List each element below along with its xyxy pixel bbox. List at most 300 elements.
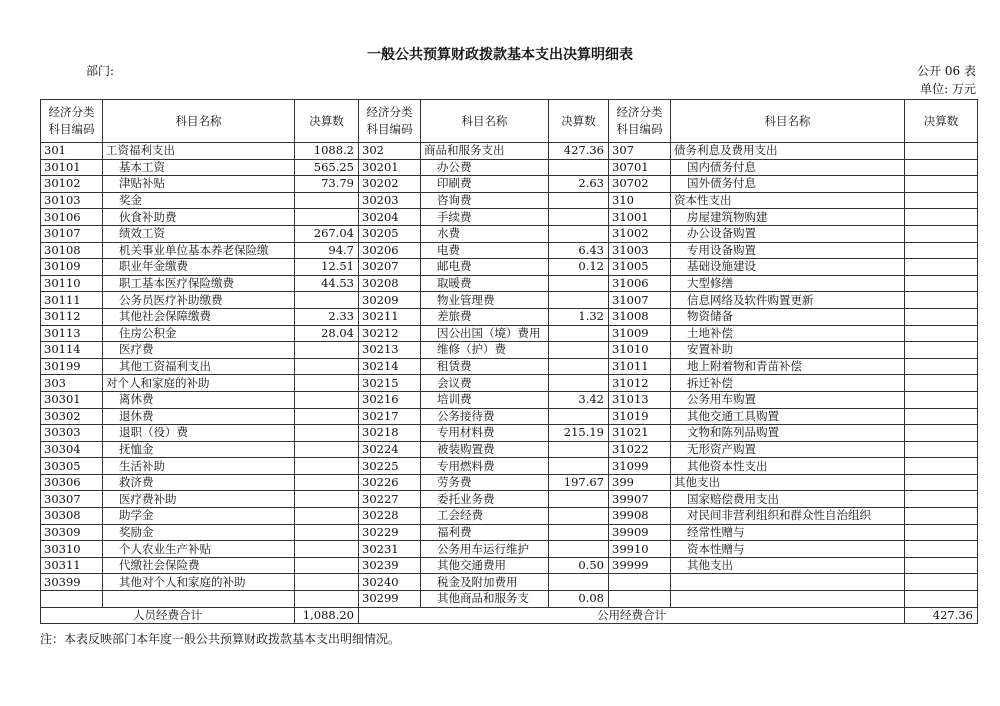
cell-name: 经常性赠与 — [671, 524, 905, 541]
cell-code: 30399 — [41, 574, 103, 591]
cell-amount: 0.12 — [549, 259, 609, 276]
cell-code: 30231 — [359, 541, 421, 558]
cell-code: 30227 — [359, 491, 421, 508]
cell-code: 30306 — [41, 474, 103, 491]
cell-name: 被装购置费 — [421, 441, 549, 458]
cell-amount — [295, 508, 359, 525]
expenditure-table — [40, 99, 978, 624]
cell-amount — [549, 209, 609, 226]
cell-name: 劳务费 — [421, 474, 549, 491]
cell-amount: 6.43 — [549, 242, 609, 259]
cell-amount: 73.79 — [295, 176, 359, 193]
cell-amount — [905, 192, 978, 209]
cell-amount — [295, 458, 359, 475]
cell-name — [103, 591, 295, 608]
cell-amount — [295, 425, 359, 442]
cell-code: 30113 — [41, 325, 103, 342]
cell-amount — [905, 491, 978, 508]
cell-code: 30111 — [41, 292, 103, 309]
cell-code: 30202 — [359, 176, 421, 193]
cell-code: 30208 — [359, 275, 421, 292]
cell-code: 302 — [359, 143, 421, 160]
cell-amount — [295, 342, 359, 359]
department-label: 部门: — [86, 64, 115, 78]
cell-name: 对民间非营利组织和群众性自治组织 — [671, 508, 905, 525]
table-row — [41, 358, 978, 375]
cell-name: 退休费 — [103, 408, 295, 425]
cell-code: 30224 — [359, 441, 421, 458]
cell-code: 30308 — [41, 508, 103, 525]
cell-name: 维修（护）费 — [421, 342, 549, 359]
cell-name: 代缴社会保险费 — [103, 557, 295, 574]
cell-name: 安置补助 — [671, 342, 905, 359]
cell-amount: 3.42 — [549, 391, 609, 408]
table-row — [41, 508, 978, 525]
header-name: 科目名称 — [671, 100, 905, 143]
cell-amount — [905, 508, 978, 525]
table-row — [41, 541, 978, 558]
cell-code: 31005 — [609, 259, 671, 276]
cell-amount — [905, 159, 978, 176]
cell-code: 31003 — [609, 242, 671, 259]
cell-code: 30106 — [41, 209, 103, 226]
cell-code: 30217 — [359, 408, 421, 425]
cell-name: 债务利息及费用支出 — [671, 143, 905, 160]
cell-amount — [549, 192, 609, 209]
cell-amount — [295, 557, 359, 574]
cell-name: 奖金 — [103, 192, 295, 209]
cell-name: 奖励金 — [103, 524, 295, 541]
cell-amount — [905, 458, 978, 475]
cell-name — [671, 591, 905, 608]
cell-code: 301 — [41, 143, 103, 160]
cell-code: 30299 — [359, 591, 421, 608]
cell-code: 30215 — [359, 375, 421, 392]
cell-code: 30203 — [359, 192, 421, 209]
header-row — [41, 100, 978, 143]
cell-name: 专用燃料费 — [421, 458, 549, 475]
cell-amount — [905, 524, 978, 541]
footnote: 注：本表反映部门本年度一般公共预算财政拨款基本支出明细情况。 — [40, 632, 401, 646]
cell-code: 30199 — [41, 358, 103, 375]
cell-name: 委托业务费 — [421, 491, 549, 508]
cell-amount — [905, 425, 978, 442]
cell-code: 30303 — [41, 425, 103, 442]
cell-amount — [905, 574, 978, 591]
cell-amount — [905, 474, 978, 491]
cell-code — [609, 591, 671, 608]
cell-code: 30212 — [359, 325, 421, 342]
cell-code: 31009 — [609, 325, 671, 342]
cell-name: 税金及附加费用 — [421, 574, 549, 591]
cell-amount — [905, 408, 978, 425]
cell-name: 其他工资福利支出 — [103, 358, 295, 375]
cell-code: 30103 — [41, 192, 103, 209]
cell-code: 30218 — [359, 425, 421, 442]
cell-amount: 267.04 — [295, 225, 359, 242]
cell-code: 31019 — [609, 408, 671, 425]
cell-name: 工资福利支出 — [103, 143, 295, 160]
table-row — [41, 425, 978, 442]
table-body — [41, 143, 978, 608]
cell-name: 因公出国（境）费用 — [421, 325, 549, 342]
cell-amount — [905, 209, 978, 226]
cell-name: 绩效工资 — [103, 225, 295, 242]
cell-amount — [905, 325, 978, 342]
cell-code: 30206 — [359, 242, 421, 259]
cell-amount: 0.08 — [549, 591, 609, 608]
cell-amount: 28.04 — [295, 325, 359, 342]
cell-code: 30201 — [359, 159, 421, 176]
cell-name: 助学金 — [103, 508, 295, 525]
cell-code: 31006 — [609, 275, 671, 292]
header-name: 科目名称 — [103, 100, 295, 143]
cell-name: 培训费 — [421, 391, 549, 408]
cell-name: 无形资产购置 — [671, 441, 905, 458]
table-row — [41, 143, 978, 160]
cell-code: 30226 — [359, 474, 421, 491]
cell-code: 30114 — [41, 342, 103, 359]
cell-code: 303 — [41, 375, 103, 392]
cell-name: 公务用车购置 — [671, 391, 905, 408]
cell-name: 福利费 — [421, 524, 549, 541]
cell-code: 30214 — [359, 358, 421, 375]
header-name: 科目名称 — [421, 100, 549, 143]
table-row — [41, 491, 978, 508]
cell-amount — [905, 591, 978, 608]
cell-name: 印刷费 — [421, 176, 549, 193]
table-row — [41, 209, 978, 226]
cell-amount — [295, 358, 359, 375]
cell-code: 30302 — [41, 408, 103, 425]
cell-amount — [905, 358, 978, 375]
cell-amount — [905, 375, 978, 392]
table-row — [41, 342, 978, 359]
header-amount: 决算数 — [295, 100, 359, 143]
cell-amount — [549, 408, 609, 425]
cell-code: 31013 — [609, 391, 671, 408]
cell-name: 电费 — [421, 242, 549, 259]
cell-name: 国外债务付息 — [671, 176, 905, 193]
cell-code: 39909 — [609, 524, 671, 541]
form-number: 公开 06 表 — [917, 64, 976, 78]
cell-amount — [295, 491, 359, 508]
header-amount: 决算数 — [549, 100, 609, 143]
cell-amount — [905, 143, 978, 160]
cell-name: 公务用车运行维护 — [421, 541, 549, 558]
cell-amount — [549, 441, 609, 458]
cell-amount — [295, 474, 359, 491]
cell-name: 国内债务付息 — [671, 159, 905, 176]
table-row — [41, 441, 978, 458]
cell-name: 职业年金缴费 — [103, 259, 295, 276]
unit-label: 单位: 万元 — [920, 82, 976, 96]
cell-code: 30309 — [41, 524, 103, 541]
cell-name: 水费 — [421, 225, 549, 242]
cell-name: 地上附着物和青苗补偿 — [671, 358, 905, 375]
cell-name: 津贴补贴 — [103, 176, 295, 193]
cell-code: 30701 — [609, 159, 671, 176]
cell-code — [41, 591, 103, 608]
cell-name: 其他商品和服务支 — [421, 591, 549, 608]
cell-name: 其他支出 — [671, 474, 905, 491]
cell-amount — [549, 508, 609, 525]
cell-name: 咨询费 — [421, 192, 549, 209]
cell-name: 其他交通工具购置 — [671, 408, 905, 425]
table-row — [41, 557, 978, 574]
cell-amount — [295, 375, 359, 392]
cell-amount — [905, 441, 978, 458]
table-row — [41, 308, 978, 325]
cell-code: 30228 — [359, 508, 421, 525]
cell-code: 31001 — [609, 209, 671, 226]
cell-code: 307 — [609, 143, 671, 160]
cell-amount — [549, 275, 609, 292]
cell-name: 工会经费 — [421, 508, 549, 525]
cell-name: 办公费 — [421, 159, 549, 176]
cell-amount — [549, 292, 609, 309]
cell-code: 39910 — [609, 541, 671, 558]
cell-code: 30301 — [41, 391, 103, 408]
cell-code: 30239 — [359, 557, 421, 574]
cell-code: 31002 — [609, 225, 671, 242]
personnel-total-label: 人员经费合计 — [41, 607, 295, 624]
cell-name: 退职（役）费 — [103, 425, 295, 442]
cell-code: 30225 — [359, 458, 421, 475]
cell-amount — [549, 342, 609, 359]
cell-amount — [549, 358, 609, 375]
cell-name: 救济费 — [103, 474, 295, 491]
cell-amount: 2.33 — [295, 308, 359, 325]
cell-code: 31010 — [609, 342, 671, 359]
cell-amount — [295, 192, 359, 209]
cell-code: 30101 — [41, 159, 103, 176]
cell-amount — [295, 408, 359, 425]
table-row — [41, 591, 978, 608]
cell-name: 资本性赠与 — [671, 541, 905, 558]
cell-amount — [905, 541, 978, 558]
cell-code: 31099 — [609, 458, 671, 475]
cell-amount — [905, 342, 978, 359]
cell-code: 30112 — [41, 308, 103, 325]
cell-code: 31022 — [609, 441, 671, 458]
cell-name: 其他社会保障缴费 — [103, 308, 295, 325]
cell-amount: 44.53 — [295, 275, 359, 292]
cell-code: 310 — [609, 192, 671, 209]
table-row — [41, 391, 978, 408]
cell-name: 拆迁补偿 — [671, 375, 905, 392]
cell-amount: 94.7 — [295, 242, 359, 259]
cell-code: 39908 — [609, 508, 671, 525]
cell-amount — [549, 574, 609, 591]
cell-name: 房屋建筑物购建 — [671, 209, 905, 226]
cell-code: 30204 — [359, 209, 421, 226]
cell-name: 专用设备购置 — [671, 242, 905, 259]
cell-amount — [905, 391, 978, 408]
cell-code: 30211 — [359, 308, 421, 325]
cell-amount — [905, 242, 978, 259]
cell-name: 离休费 — [103, 391, 295, 408]
table-row — [41, 192, 978, 209]
cell-code: 39999 — [609, 557, 671, 574]
table-row — [41, 408, 978, 425]
cell-code: 30102 — [41, 176, 103, 193]
table-row — [41, 325, 978, 342]
cell-name: 其他支出 — [671, 557, 905, 574]
cell-name: 公务员医疗补助缴费 — [103, 292, 295, 309]
public-total-value: 427.36 — [905, 607, 978, 624]
cell-amount: 2.63 — [549, 176, 609, 193]
cell-amount — [905, 557, 978, 574]
cell-name: 专用材料费 — [421, 425, 549, 442]
cell-code — [609, 574, 671, 591]
totals-row — [41, 607, 978, 624]
table-row — [41, 275, 978, 292]
cell-code: 30240 — [359, 574, 421, 591]
table-row — [41, 242, 978, 259]
cell-name: 机关事业单位基本养老保险缴 — [103, 242, 295, 259]
table-row — [41, 458, 978, 475]
cell-amount: 197.67 — [549, 474, 609, 491]
cell-code: 30229 — [359, 524, 421, 541]
cell-amount: 1.32 — [549, 308, 609, 325]
cell-code: 399 — [609, 474, 671, 491]
cell-amount: 12.51 — [295, 259, 359, 276]
cell-code: 30107 — [41, 225, 103, 242]
table-row — [41, 259, 978, 276]
cell-amount: 427.36 — [549, 143, 609, 160]
cell-name: 生活补助 — [103, 458, 295, 475]
table-row — [41, 159, 978, 176]
cell-code: 30207 — [359, 259, 421, 276]
cell-code: 30205 — [359, 225, 421, 242]
cell-amount — [549, 524, 609, 541]
public-total-label: 公用经费合计 — [359, 607, 905, 624]
cell-amount — [549, 541, 609, 558]
cell-code: 30310 — [41, 541, 103, 558]
cell-amount: 0.50 — [549, 557, 609, 574]
cell-amount — [295, 574, 359, 591]
cell-name: 文物和陈列品购置 — [671, 425, 905, 442]
cell-code: 30305 — [41, 458, 103, 475]
table-row — [41, 375, 978, 392]
cell-name — [671, 574, 905, 591]
cell-amount — [549, 225, 609, 242]
cell-name: 其他对个人和家庭的补助 — [103, 574, 295, 591]
cell-amount — [905, 308, 978, 325]
cell-name: 基础设施建设 — [671, 259, 905, 276]
cell-name: 对个人和家庭的补助 — [103, 375, 295, 392]
header-code: 经济分类科目编码 — [359, 100, 421, 143]
cell-code: 39907 — [609, 491, 671, 508]
cell-name: 其他交通费用 — [421, 557, 549, 574]
cell-name: 物资储备 — [671, 308, 905, 325]
cell-name: 其他资本性支出 — [671, 458, 905, 475]
cell-amount: 215.19 — [549, 425, 609, 442]
cell-name: 基本工资 — [103, 159, 295, 176]
cell-name: 办公设备购置 — [671, 225, 905, 242]
cell-name: 医疗费 — [103, 342, 295, 359]
cell-code: 30110 — [41, 275, 103, 292]
cell-name: 公务接待费 — [421, 408, 549, 425]
cell-amount — [295, 292, 359, 309]
cell-amount — [295, 391, 359, 408]
table-row — [41, 225, 978, 242]
cell-amount — [295, 591, 359, 608]
cell-code: 30108 — [41, 242, 103, 259]
cell-code: 31012 — [609, 375, 671, 392]
cell-code: 30702 — [609, 176, 671, 193]
cell-amount — [549, 491, 609, 508]
cell-name: 商品和服务支出 — [421, 143, 549, 160]
cell-code: 31008 — [609, 308, 671, 325]
cell-amount — [295, 524, 359, 541]
cell-name: 大型修缮 — [671, 275, 905, 292]
table-row — [41, 574, 978, 591]
cell-code: 30213 — [359, 342, 421, 359]
cell-name: 会议费 — [421, 375, 549, 392]
header-amount: 决算数 — [905, 100, 978, 143]
cell-amount — [549, 458, 609, 475]
cell-name: 邮电费 — [421, 259, 549, 276]
cell-name: 资本性支出 — [671, 192, 905, 209]
header-code: 经济分类科目编码 — [609, 100, 671, 143]
cell-amount — [905, 275, 978, 292]
cell-code: 30209 — [359, 292, 421, 309]
cell-code: 30311 — [41, 557, 103, 574]
cell-amount — [549, 375, 609, 392]
personnel-total-value: 1,088.20 — [295, 607, 359, 624]
cell-name: 取暖费 — [421, 275, 549, 292]
cell-name: 抚恤金 — [103, 441, 295, 458]
cell-code: 31021 — [609, 425, 671, 442]
cell-name: 手续费 — [421, 209, 549, 226]
header-code: 经济分类科目编码 — [41, 100, 103, 143]
cell-name: 物业管理费 — [421, 292, 549, 309]
cell-amount — [905, 292, 978, 309]
cell-name: 土地补偿 — [671, 325, 905, 342]
cell-amount — [905, 225, 978, 242]
cell-name: 国家赔偿费用支出 — [671, 491, 905, 508]
cell-amount — [295, 441, 359, 458]
cell-code: 30304 — [41, 441, 103, 458]
cell-code: 31011 — [609, 358, 671, 375]
cell-amount — [905, 259, 978, 276]
table-row — [41, 474, 978, 491]
cell-name: 个人农业生产补贴 — [103, 541, 295, 558]
cell-code: 30216 — [359, 391, 421, 408]
cell-amount — [295, 541, 359, 558]
cell-name: 住房公积金 — [103, 325, 295, 342]
cell-amount — [295, 209, 359, 226]
cell-amount: 565.25 — [295, 159, 359, 176]
cell-amount — [549, 325, 609, 342]
cell-amount — [905, 176, 978, 193]
cell-code: 30109 — [41, 259, 103, 276]
cell-code: 30307 — [41, 491, 103, 508]
cell-name: 租赁费 — [421, 358, 549, 375]
table-row — [41, 524, 978, 541]
cell-name: 伙食补助费 — [103, 209, 295, 226]
table-row — [41, 292, 978, 309]
cell-amount: 1088.2 — [295, 143, 359, 160]
cell-name: 职工基本医疗保险缴费 — [103, 275, 295, 292]
cell-amount — [549, 159, 609, 176]
table-row — [41, 176, 978, 193]
cell-code: 31007 — [609, 292, 671, 309]
page-title: 一般公共预算财政拨款基本支出决算明细表 — [367, 47, 633, 63]
cell-name: 信息网络及软件购置更新 — [671, 292, 905, 309]
